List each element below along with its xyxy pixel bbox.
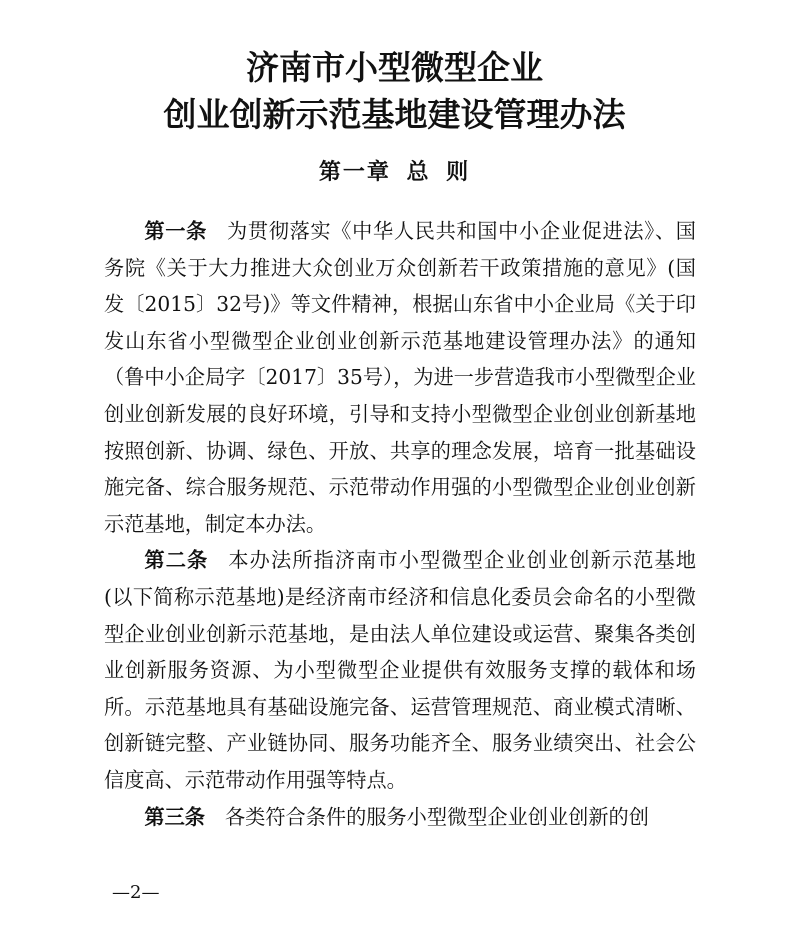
article-3-text: 各类符合条件的服务小型微型企业创业创新的创 (224, 804, 649, 829)
article-1-label: 第一条 (144, 219, 207, 243)
document-title-line1: 济南市小型微型企业 (246, 48, 543, 87)
article-2-paragraph (104, 542, 696, 798)
article-1-text: 为贯彻落实《中华人民共和国中小企业促进法》、国务院《关于大力推进大众创业万众创新若干政策措施的意见》(国发〔2015〕32号)》等文件精神，根据山东省中小企业局《关于印发山东省小型微型企业创业创新示范基地建设管理办法》的通知（鲁中小企局字〔2017〕35号），为进一步营造我市小型微型企业创业创新发展的良好环境，引导和支持小型微型企业创业创新基地按照创新、协调、绿色、开放、共享的理念发展，培育一批基础设施完备、综合服务规范、示范带动作用强的小型微型企业创业创新示范基地，制定本办法。 (104, 219, 696, 536)
chapter-heading: 第一章 总 则 (318, 159, 471, 185)
article-2-text: 本办法所指济南市小型微型企业创业创新示范基地(以下简称示范基地)是经济南市经济和信息化委员会命名的小型微型企业创业创新示范基地，是由法人单位建设或运营、聚集各类创业创新服务资源、为小型微型企业提供有效服务支撑的载体和场所。示范基地具有基础设施完备、运营管理规范、商业模式清晰、创新链完整、产业链协同、服务功能齐全、服务业绩突出、社会公信度高、示范带动作用强等特点。 (104, 548, 696, 792)
article-3-label: 第三条 (144, 804, 205, 829)
article-1-paragraph (104, 213, 696, 542)
article-2-label: 第二条 (144, 548, 209, 573)
document-title-line2: 创业创新示范基地建设管理办法 (163, 95, 626, 134)
article-3-paragraph (104, 799, 696, 836)
document-body (104, 213, 696, 835)
page-number: —2— (112, 882, 160, 903)
